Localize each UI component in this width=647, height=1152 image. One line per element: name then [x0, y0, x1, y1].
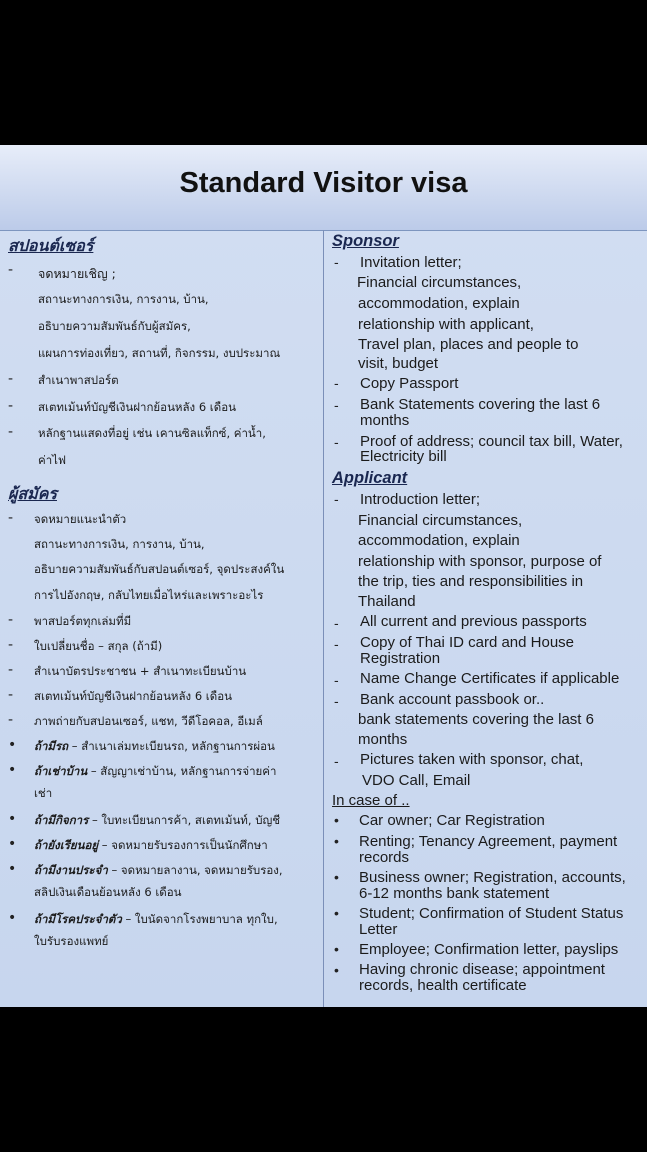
case-line: records	[359, 849, 410, 866]
case-line: Business owner; Registration, accounts,	[359, 869, 626, 886]
thai-case-student: ถ้ายังเรียนอยู่ – จดหมายรับรองการเป็นนักศึกษา	[34, 838, 268, 852]
dash-bullet: -	[334, 397, 339, 413]
case-line: Employee; Confirmation letter, payslips	[359, 941, 619, 958]
dash-bullet: -	[334, 693, 339, 709]
sponsor-line: Proof of address; council tax bill, Water,	[360, 433, 623, 450]
page-title: Standard Visitor visa	[179, 167, 468, 199]
thai-case-employee: ถ้ามีงานประจำ – จดหมายลางาน, จดหมายรับรอง,	[34, 863, 283, 877]
sponsor-line: accommodation, explain	[358, 295, 520, 312]
sponsor-line: relationship with applicant,	[358, 316, 534, 333]
case-line: Student; Confirmation of Student Status	[359, 905, 624, 922]
dot-bullet: •	[8, 910, 17, 926]
thai-case-car: ถ้ามีรถ – สำเนาเล่มทะเบียนรถ, หลักฐานการผ่อน	[34, 739, 275, 753]
applicant-line: Financial circumstances,	[358, 512, 523, 529]
dash-bullet: -	[8, 637, 14, 653]
dash-bullet: -	[334, 434, 339, 450]
thai-applicant-line: สถานะทางการเงิน, การงาน, บ้าน,	[34, 537, 205, 551]
sponsor-line: months	[360, 412, 410, 429]
sponsor-line: Financial circumstances,	[357, 274, 522, 291]
applicant-line: Name Change Certificates if applicable	[360, 670, 620, 687]
dash-bullet: -	[8, 398, 14, 414]
dash-bullet: -	[8, 712, 14, 728]
dot-bullet: •	[8, 811, 17, 827]
applicant-line: months	[358, 731, 408, 748]
applicant-line: Pictures taken with sponsor, chat,	[360, 751, 584, 768]
dash-bullet: -	[8, 687, 14, 703]
thai-applicant-line: สเตทเม้นท์บัญชีเงินฝากย้อนหลัง 6 เดือน	[34, 689, 232, 703]
sponsor-line: Travel plan, places and people to	[358, 336, 579, 353]
thai-sponsor-line: สเตทเม้นท์บัญชีเงินฝากย้อนหลัง 6 เดือน	[38, 400, 236, 414]
dash-bullet: -	[334, 672, 339, 688]
dash-bullet: -	[8, 424, 14, 440]
thai-applicant-line: ใบเปลี่ยนชื่อ – สกุล (ถ้ามี)	[34, 639, 163, 653]
dot-bullet: •	[8, 762, 17, 778]
dot-bullet: •	[334, 905, 339, 921]
case-line: 6-12 months bank statement	[359, 885, 550, 902]
applicant-line: accommodation, explain	[358, 532, 520, 549]
dot-bullet: •	[8, 836, 17, 852]
thai-applicant-line: อธิบายความสัมพันธ์กับสปอนต์เซอร์, จุดประสงค์ใน	[34, 562, 285, 576]
dot-bullet: •	[334, 812, 339, 828]
dash-bullet: -	[334, 636, 339, 652]
thai-applicant-heading: ผู้สมัคร	[8, 484, 57, 503]
column-divider	[323, 230, 324, 1007]
applicant-line: Introduction letter;	[360, 491, 481, 508]
thai-case-chronic: ถ้ามีโรคประจำตัว – ใบนัดจากโรงพยาบาล ทุกใบ,	[34, 912, 278, 926]
dot-bullet: •	[334, 833, 339, 849]
dash-bullet: -	[8, 262, 14, 278]
applicant-line: bank statements covering the last 6	[358, 711, 594, 728]
sponsor-line: Electricity bill	[360, 448, 447, 465]
thai-case-employee-cont: สลิปเงินเดือนย้อนหลัง 6 เดือน	[34, 885, 182, 899]
in-case-of-heading: In case of ..	[332, 792, 410, 809]
thai-sponsor-heading: สปอนต์เซอร์	[8, 236, 94, 255]
sponsor-line: Invitation letter;	[360, 254, 462, 271]
sponsor-line: Copy Passport	[360, 375, 459, 392]
applicant-line: All current and previous passports	[360, 613, 587, 630]
thai-sponsor-line: หลักฐานแสดงที่อยู่ เช่น เคานซิลแท็กซ์, ค่าน้ำ,	[38, 426, 266, 440]
case-line: Renting; Tenancy Agreement, payment	[359, 833, 618, 850]
thai-sponsor-line: สถานะทางการเงิน, การงาน, บ้าน,	[38, 292, 209, 306]
applicant-line: Copy of Thai ID card and House	[360, 634, 575, 651]
thai-case-renting-cont: เช่า	[34, 786, 53, 800]
dash-bullet: -	[334, 375, 339, 391]
dash-bullet: -	[334, 615, 339, 631]
dash-bullet: -	[8, 662, 14, 678]
thai-sponsor-line: ค่าไฟ	[38, 453, 67, 467]
sponsor-line: Bank Statements covering the last 6	[360, 396, 601, 413]
thai-applicant-line: การไปอังกฤษ, กลับไทยเมื่อไหร่และเพราะอะไร	[34, 588, 264, 602]
applicant-line: Registration	[360, 650, 441, 667]
dash-bullet: -	[8, 612, 14, 628]
case-line: Letter	[359, 921, 398, 938]
dot-bullet: •	[8, 737, 17, 753]
thai-sponsor-line: แผนการท่องเที่ยว, สถานที่, กิจกรรม, งบประมาณ	[38, 346, 281, 360]
applicant-line: VDO Call, Email	[362, 772, 471, 789]
applicant-line: Bank account passbook or..	[360, 691, 545, 708]
title-band	[0, 145, 647, 231]
applicant-line: Thailand	[358, 593, 416, 610]
thai-case-chronic-cont: ใบรับรองแพทย์	[34, 934, 109, 948]
thai-applicant-line: พาสปอร์ตทุกเล่มที่มี	[34, 614, 132, 628]
dash-bullet: -	[8, 371, 14, 387]
thai-applicant-line: จดหมายแนะนำตัว	[34, 512, 127, 526]
case-line: Car owner; Car Registration	[359, 812, 545, 829]
thai-sponsor-line: สำเนาพาสปอร์ต	[38, 373, 119, 387]
applicant-line: relationship with sponsor, purpose of	[358, 553, 602, 570]
visa-document	[0, 145, 647, 1007]
thai-case-renting: ถ้าเช่าบ้าน – สัญญาเช่าบ้าน, หลักฐานการจ่ายค่า	[34, 764, 277, 778]
sponsor-heading: Sponsor	[332, 232, 399, 250]
dot-bullet: •	[334, 869, 339, 885]
dash-bullet: -	[334, 254, 339, 270]
dot-bullet: •	[334, 941, 339, 957]
dash-bullet: -	[8, 510, 14, 526]
thai-sponsor-line: อธิบายความสัมพันธ์กับผู้สมัคร,	[38, 319, 191, 333]
thai-sponsor-line: จดหมายเชิญ ;	[38, 266, 116, 281]
applicant-line: the trip, ties and responsibilities in	[358, 573, 584, 590]
thai-applicant-line: ภาพถ่ายกับสปอนเซอร์, แชท, วีดีโอคอล, อีเมล์	[34, 714, 263, 728]
case-line: records, health certificate	[359, 977, 527, 994]
dot-bullet: •	[334, 962, 339, 978]
case-line: Having chronic disease; appointment	[359, 961, 605, 978]
dot-bullet: •	[8, 861, 17, 877]
dash-bullet: -	[334, 753, 339, 769]
sponsor-line: visit, budget	[358, 355, 439, 372]
thai-case-business: ถ้ามีกิจการ – ใบทะเบียนการค้า, สเตทเม้นท์, บัญชี	[34, 813, 281, 827]
applicant-heading: Applicant	[332, 469, 408, 487]
thai-applicant-line: สำเนาบัตรประชาชน + สำเนาทะเบียนบ้าน	[34, 664, 247, 678]
dash-bullet: -	[334, 491, 339, 507]
